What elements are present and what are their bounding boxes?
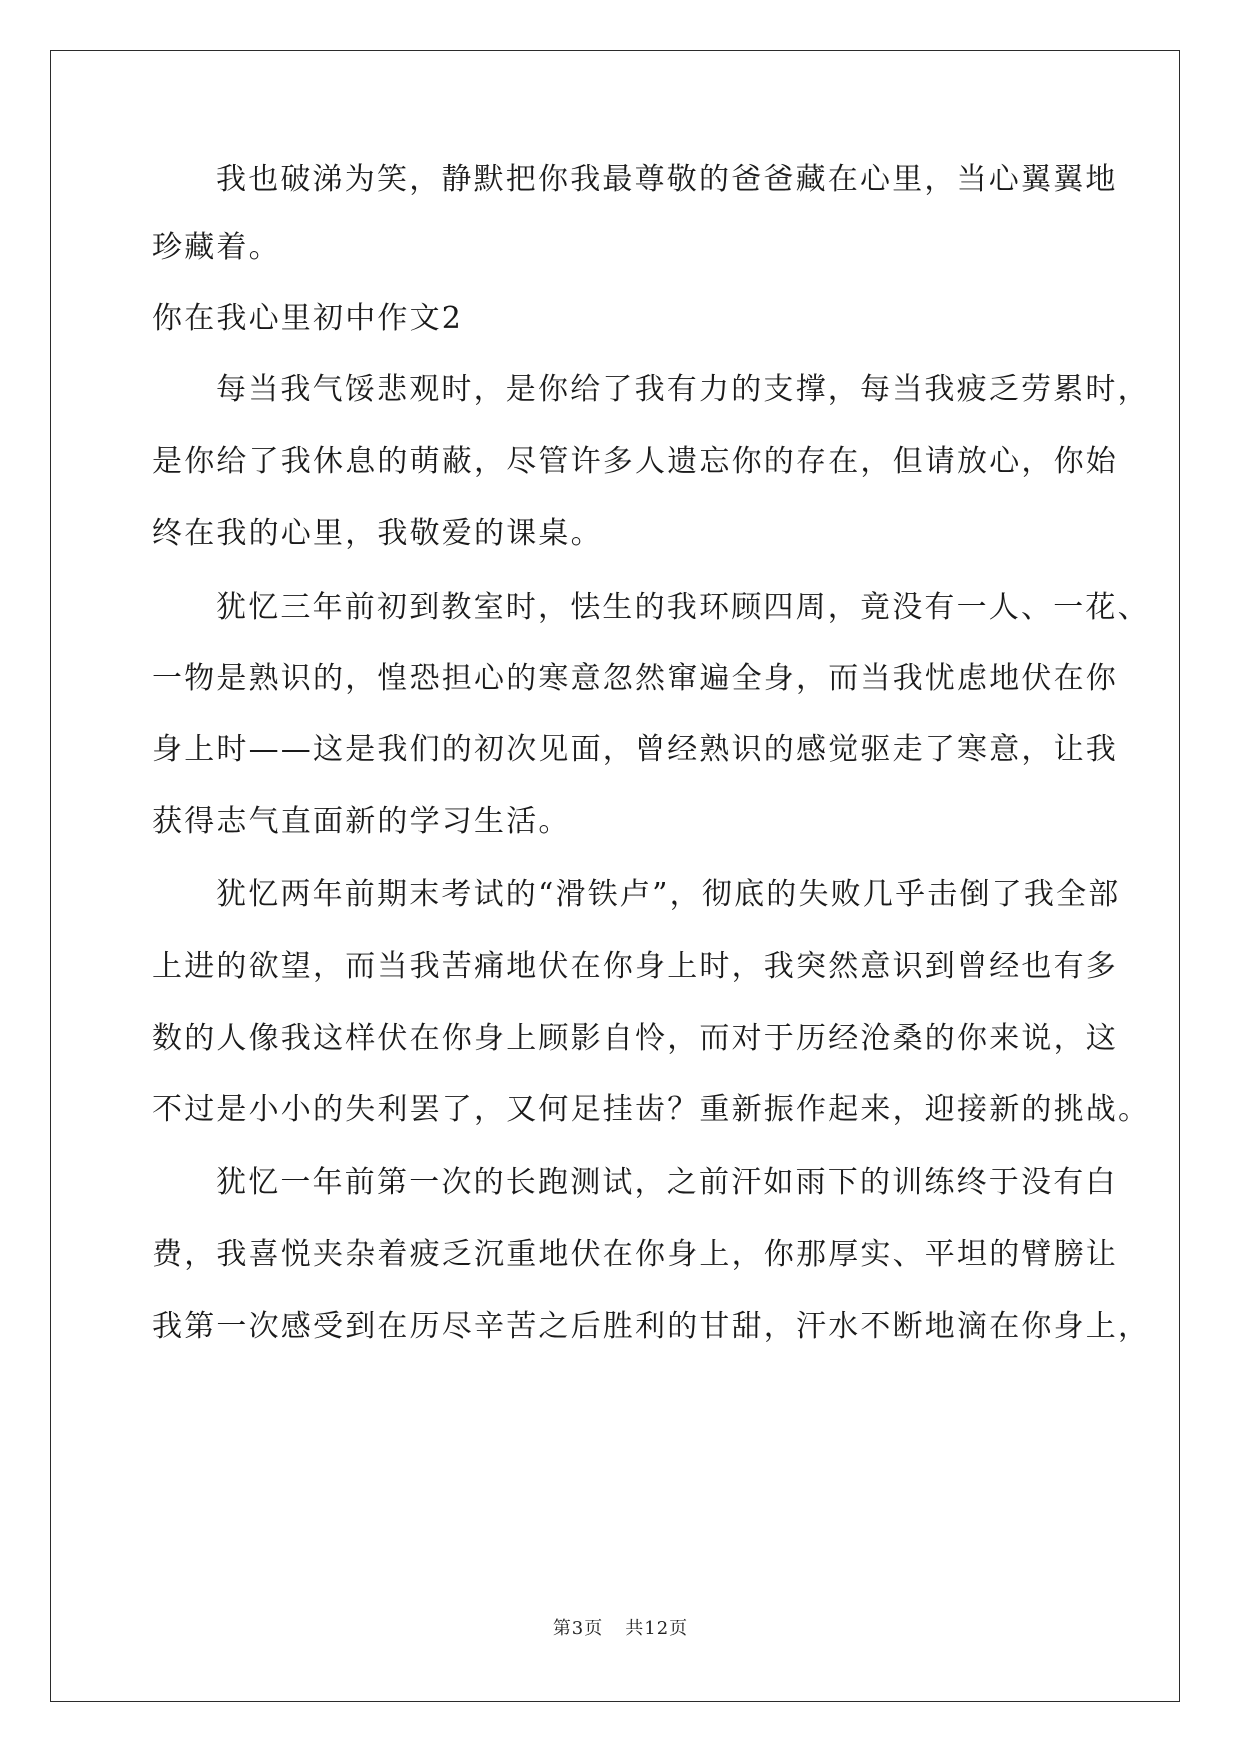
section-heading: 你在我心里初中作文2 — [152, 301, 464, 336]
paragraph-line: 一物是熟识的，惶恐担心的寒意忽然窜遍全身，而当我忧虑地伏在你 — [152, 661, 1118, 696]
paragraph-line: 犹忆一年前第一次的长跑测试，之前汗如雨下的训练终于没有白 — [216, 1165, 1118, 1200]
paragraph-line: 终在我的心里，我敬爱的课桌。 — [152, 516, 603, 551]
paragraph-line: 我也破涕为笑，静默把你我最尊敬的爸爸藏在心里，当心翼翼地 — [216, 162, 1118, 197]
paragraph-line: 不过是小小的失利罢了，又何足挂齿？重新振作起来，迎接新的挑战。 — [152, 1092, 1151, 1127]
paragraph-line: 身上时——这是我们的初次见面，曾经熟识的感觉驱走了寒意，让我 — [152, 732, 1118, 767]
paragraph-line: 犹忆两年前期末考试的“滑铁卢”，彻底的失败几乎击倒了我全部 — [216, 877, 1121, 912]
paragraph-line: 我第一次感受到在历尽辛苦之后胜利的甘甜，汗水不断地滴在你身上， — [152, 1309, 1151, 1344]
paragraph-line: 珍藏着。 — [152, 230, 281, 265]
paragraph-line: 每当我气馁悲观时，是你给了我有力的支撑，每当我疲乏劳累时， — [216, 372, 1150, 407]
paragraph-line: 上进的欲望，而当我苦痛地伏在你身上时，我突然意识到曾经也有多 — [152, 949, 1118, 984]
page-number: 第3页 — [552, 1618, 604, 1639]
paragraph-line: 犹忆三年前初到教室时，怯生的我环顾四周，竟没有一人、一花、 — [216, 590, 1150, 625]
page-footer — [0, 1617, 1241, 1641]
page-total: 共12页 — [625, 1618, 689, 1639]
paragraph-line: 费，我喜悦夹杂着疲乏沉重地伏在你身上，你那厚实、平坦的臂膀让 — [152, 1237, 1118, 1272]
paragraph-line: 数的人像我这样伏在你身上顾影自怜，而对于历经沧桑的你来说，这 — [152, 1021, 1118, 1056]
paragraph-line: 是你给了我休息的萌蔽，尽管许多人遗忘你的存在，但请放心，你始 — [152, 444, 1118, 479]
paragraph-line: 获得志气直面新的学习生活。 — [152, 804, 571, 839]
